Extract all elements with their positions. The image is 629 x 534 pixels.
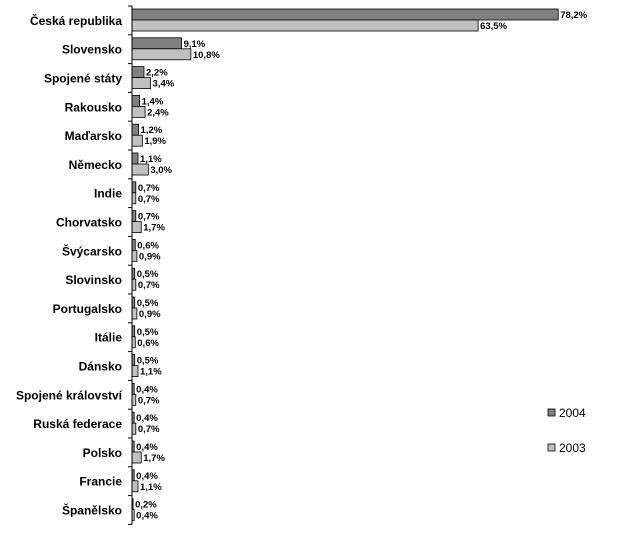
data-label-2004: 78,2% — [560, 10, 588, 21]
data-label-2004: 1,4% — [141, 96, 164, 108]
bar-2003-16 — [132, 481, 138, 492]
bar-2003-15 — [132, 452, 141, 463]
data-label-2003: 0,7% — [137, 424, 160, 436]
bar-2003-13 — [132, 394, 136, 405]
data-label-2003: 1,7% — [143, 222, 165, 234]
legend-swatch-2004 — [548, 409, 555, 416]
category-label: Spojené státy — [43, 71, 122, 86]
data-label-2004: 0,6% — [137, 240, 159, 252]
data-label-2003: 1,9% — [144, 136, 167, 148]
category-label: Itálie — [94, 330, 122, 345]
category-axis — [128, 6, 132, 524]
data-label-2003: 0,7% — [137, 193, 160, 205]
category-label: Slovinsko — [65, 273, 122, 288]
data-label-2004: 0,4% — [136, 442, 158, 453]
category-label: Francie — [79, 474, 122, 489]
bar-2003-9 — [132, 279, 136, 290]
legend-swatch-2003 — [548, 444, 555, 451]
category-label: Slovensko — [61, 42, 122, 57]
data-label-2004: 0,4% — [136, 413, 158, 425]
bar-2004-6 — [132, 182, 136, 193]
bar-2003-14 — [132, 423, 136, 434]
legend-label-2003: 2003 — [559, 441, 586, 455]
data-label-2004: 0,4% — [136, 384, 158, 396]
category-label: Rakousko — [64, 100, 122, 115]
data-label-2004: 0,4% — [136, 470, 158, 482]
data-label-2003: 1,1% — [139, 366, 162, 378]
data-label-2003: 63,5% — [480, 21, 508, 32]
data-label-2003: 3,4% — [152, 78, 175, 90]
bar-2003-1 — [132, 49, 191, 60]
bar-2003-2 — [132, 78, 151, 89]
data-label-2003: 0,4% — [136, 510, 158, 522]
data-label-2004: 0,5% — [136, 326, 159, 338]
legend-label-2004: 2004 — [559, 406, 586, 420]
data-label-2003: 0,9% — [138, 309, 161, 320]
data-label-2003: 10,8% — [192, 49, 220, 61]
category-label: Indie — [93, 186, 122, 201]
data-label-2003: 0,9% — [138, 251, 161, 263]
data-label-2004: 0,7% — [137, 182, 160, 194]
bar-2003-12 — [132, 366, 138, 377]
category-label: Maďarsko — [64, 129, 122, 144]
bar-2004-2 — [132, 67, 144, 78]
data-label-2003: 0,7% — [137, 395, 160, 407]
bar-2004-3 — [132, 95, 140, 106]
data-label-2004: 0,7% — [137, 211, 160, 223]
category-label: Německo — [68, 157, 122, 172]
category-label: Česká republika — [29, 13, 122, 28]
bar-2004-5 — [132, 153, 138, 164]
labels-layer — [16, 10, 588, 522]
data-label-2004: 9,1% — [183, 38, 206, 50]
legend — [548, 406, 586, 455]
bar-2003-7 — [132, 222, 141, 233]
data-label-2004: 0,5% — [136, 355, 159, 367]
category-label: Chorvatsko — [55, 215, 122, 230]
bars-layer — [132, 9, 558, 521]
category-label: Španělsko — [61, 503, 122, 518]
bar-2003-0 — [132, 20, 478, 31]
bar-2003-5 — [132, 164, 148, 175]
category-label: Spojené království — [15, 388, 122, 403]
bar-2004-0 — [132, 9, 558, 20]
bar-2004-1 — [132, 38, 182, 49]
bar-2003-3 — [132, 106, 145, 117]
data-label-2003: 0,7% — [137, 280, 160, 292]
category-label: Portugalsko — [52, 301, 122, 316]
data-label-2004: 0,5% — [136, 298, 159, 309]
data-label-2004: 1,2% — [140, 125, 163, 137]
data-label-2003: 1,7% — [143, 453, 165, 464]
category-label: Ruská federace — [33, 417, 122, 432]
category-label: Dánsko — [78, 359, 122, 374]
bar-2003-6 — [132, 193, 136, 204]
data-label-2003: 1,1% — [139, 481, 162, 493]
data-label-2004: 0,2% — [135, 499, 157, 511]
bar-2003-10 — [132, 308, 137, 319]
data-label-2003: 2,4% — [147, 107, 169, 119]
data-label-2003: 0,6% — [137, 337, 159, 349]
category-label: Polsko — [82, 445, 122, 460]
category-label: Švýcarsko — [61, 244, 122, 259]
data-label-2003: 3,0% — [150, 165, 173, 176]
data-label-2004: 0,5% — [136, 269, 159, 281]
bar-2004-4 — [132, 124, 139, 135]
bar-2004-7 — [132, 211, 136, 222]
bar-2003-4 — [132, 135, 142, 146]
data-label-2004: 2,2% — [145, 67, 168, 79]
bar-2003-8 — [132, 250, 137, 261]
data-label-2004: 1,1% — [139, 154, 162, 165]
